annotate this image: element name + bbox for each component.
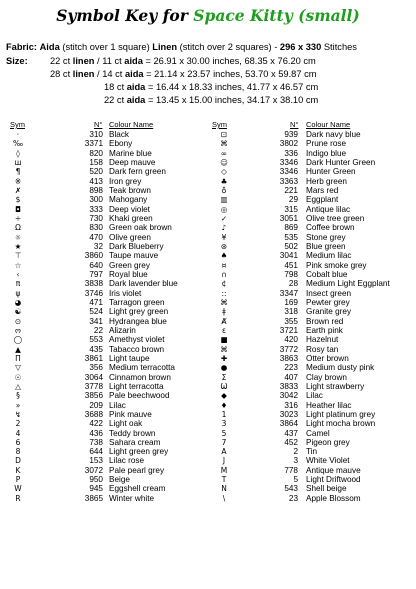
colour-name: Otter brown [306,353,349,363]
colour-name: Deep violet [109,204,150,214]
symbol: ¤ [221,260,227,270]
symbol: N [221,484,227,494]
colour-name: Apple Blossom [306,493,361,503]
thread-number: 341 [89,316,103,326]
symbol: A [221,447,227,457]
thread-number: 3746 [84,288,103,298]
thread-number: 316 [284,400,298,410]
symbol: T [221,475,227,485]
thread-number: 221 [284,185,298,195]
symbol: \ [222,493,226,503]
colour-name: Dark Blueberry [109,241,164,251]
symbol: ◯ [13,335,23,345]
colour-name: Pink smoke grey [306,260,367,270]
colour-name: Indigo blue [306,148,347,158]
thread-number: 3778 [84,381,103,391]
fabric-linen: Linen [152,42,178,52]
colour-name: Coffee brown [306,223,355,233]
thread-number: 310 [89,130,103,139]
thread-number: 209 [89,400,103,410]
colour-name: Medium terracotta [109,363,175,373]
colour-name: Winter white [109,493,155,503]
thread-number: 520 [89,167,103,177]
symbol: ⌘ [220,297,228,307]
thread-number: 3023 [279,409,298,419]
colour-name: Blue green [306,241,346,251]
symbol: ✓ [220,213,228,223]
colour-name: Light platinum grey [306,409,376,419]
symbol: W [14,484,22,494]
colour-name: Hunter Green [306,167,356,177]
thread-number: 950 [89,475,103,485]
symbol: ψ [15,288,21,298]
thread-number: 3064 [84,372,103,382]
size-line: 22 ct linen / 11 ct aida = 26.91 x 30.00 inches, 68.35 x 76.20 cm [50,56,316,66]
colour-name: Dark lavender blue [109,279,178,289]
colour-name: Pale pearl grey [109,465,165,475]
colour-name: Tin [306,447,318,457]
colour-name: Stone grey [306,232,346,242]
colour-name: Alizarin [109,325,136,335]
thread-number: 407 [284,372,298,382]
colour-name: Pigeon grey [306,437,350,447]
symbol: ✚ [220,353,228,363]
symbol: ☼ [14,232,22,242]
colour-name: Iris violet [109,288,142,298]
colour-name: Eggplant [306,195,339,205]
thread-number: 3041 [279,251,298,261]
thread-number: 898 [89,185,103,195]
thread-number: 797 [89,269,103,279]
fabric-linen-note: (stitch over 2 squares) - [179,42,278,52]
size-line: 22 ct aida = 13.45 x 15.00 inches, 34.17 x 38.10 cm [104,95,319,105]
symbol: ♪ [221,223,227,233]
colour-name: Hydrangea blue [109,316,167,326]
colour-name: Pale beechwood [109,391,170,401]
symbol: ¥ [221,232,227,242]
thread-number: 778 [284,465,298,475]
thread-number: 223 [284,363,298,373]
size-line: 18 ct aida = 16.44 x 18.33 inches, 41.77 x 46.57 cm [104,82,319,92]
fabric-line [6,42,357,52]
symbol: Ω [15,223,21,233]
thread-number: 502 [284,241,298,251]
thread-number: 471 [89,297,103,307]
thread-number: 869 [284,223,298,233]
colour-name: Camel [306,428,330,438]
page-title [0,6,416,25]
colour-name: Light taupe [109,353,150,363]
symbol: 7 [221,437,227,447]
symbol: $ [15,195,21,205]
title-prefix: Symbol Key for [56,6,188,25]
symbol: ♁ [221,185,227,195]
colour-name: Pink mauve [109,409,152,419]
thread-number: 3863 [279,353,298,363]
thread-number: 3865 [84,493,103,503]
colour-name: Shell beige [306,484,347,494]
thread-number: 640 [89,260,103,270]
colour-name: Taupe mauve [109,251,159,261]
thread-number: 738 [89,437,103,447]
colour-name: Sahara cream [109,437,161,447]
colour-name: Prune rose [306,139,347,149]
symbol: 3 [221,419,227,429]
symbol: ◘ [15,204,21,214]
colour-name: Granite grey [306,307,352,317]
symbol: ▲ [15,344,21,354]
symbol: ◎ [220,204,228,214]
symbol: ⊤ [14,251,22,261]
symbol: Ⱥ [221,316,227,326]
thread-number: 5 [293,475,298,485]
colour-name: Light strawberry [306,381,365,391]
thread-number: 3856 [84,391,103,401]
thread-number: 830 [89,223,103,233]
thread-number: 3051 [279,213,298,223]
colour-name: Green grey [109,260,150,270]
symbol: ⊙ [14,316,22,326]
thread-number: 3 [293,456,298,466]
thread-number: 945 [89,484,103,494]
thread-number: 535 [284,232,298,242]
colour-name: Antique lilac [306,204,351,214]
symbol: ◕ [14,297,22,307]
thread-number: 435 [89,344,103,354]
thread-number: 22 [93,325,103,335]
colour-name: Light Driftwood [306,475,361,485]
colour-name: Light terracotta [109,381,164,391]
thread-number: 470 [89,232,103,242]
symbol: ε [221,325,227,335]
colour-name: Teddy brown [109,428,156,438]
thread-number: 3347 [279,288,298,298]
colour-name: Light grey green [109,307,169,317]
symbol: ǂ [222,307,226,317]
colour-name: Dark Hunter Green [306,157,376,167]
symbol: △ [15,381,21,391]
thread-number: 158 [89,157,103,167]
symbol: 2 [15,419,21,429]
thread-number: 355 [284,316,298,326]
colour-name: Green oak brown [109,223,172,233]
thread-number: 3802 [279,139,298,149]
thread-number: 420 [284,335,298,345]
colour-name: Amethyst violet [109,335,165,345]
colour-name: Antique mauve [306,465,361,475]
symbol: ● [220,363,228,373]
colour-name: Medium lilac [306,251,352,261]
symbol: ⊡ [220,130,228,139]
symbol: Ѡ [220,381,228,391]
thread-number: 422 [89,419,103,429]
thread-number: 3838 [84,279,103,289]
colour-name: Mars red [306,185,339,195]
symbol: ш [14,157,22,167]
symbol: ‰ [12,139,24,149]
thread-number: 730 [89,213,103,223]
symbol: ¶ [15,167,21,177]
symbol: ↯ [14,409,22,419]
symbol: Σ [221,372,227,382]
symbol: 4 [15,428,21,438]
thread-number: 436 [89,428,103,438]
symbol: π [15,279,21,289]
colour-name: Olive green [109,232,151,242]
symbol: ∩ [221,269,227,279]
thread-number: 318 [284,307,298,317]
thread-number: 3346 [279,167,298,177]
symbol: ¢ [221,279,227,289]
colour-name: White Violet [306,456,350,466]
stitches-word: Stitches [323,42,357,52]
symbol: § [16,391,20,401]
colour-name: Dark navy blue [306,130,361,139]
symbol: 6 [15,437,21,447]
size-line: 28 ct linen / 14 ct aida = 21.14 x 23.57 inches, 53.70 x 59.87 cm [50,69,317,79]
colour-name: Deep mauve [109,157,156,167]
symbol: · [16,130,20,139]
symbol: 1 [221,409,227,419]
thread-number: 413 [89,176,103,186]
symbol: ▥ [220,195,228,205]
thread-number: 336 [284,148,298,158]
colour-name: Light green grey [109,447,169,457]
symbol: ÷ [14,213,22,223]
colour-name: Clay brown [306,372,347,382]
symbol: ◆ [221,391,227,401]
colour-name: Herb green [306,176,347,186]
colour-name: Mahogany [109,195,148,205]
colour-name: Brown red [306,316,344,326]
colour-name: Black [109,130,130,139]
header-colour-name: Colour Name [109,120,154,129]
thread-number: 798 [284,269,298,279]
fabric-aida-note: (stitch over 1 square) [62,42,150,52]
symbol: ♣ [220,176,228,186]
thread-number: 3346 [279,157,298,167]
colour-name: Heather lilac [306,400,352,410]
symbol: ◇ [221,167,227,177]
colour-name: Pewter grey [306,297,350,307]
colour-name: Light oak [109,419,143,429]
symbol: ო [15,325,21,335]
colour-name: Cobalt blue [306,269,348,279]
thread-number: 3772 [279,344,298,354]
header-sym: Sym [10,120,25,129]
symbol: 8 [15,447,21,457]
thread-number: 3833 [279,381,298,391]
symbol: R [15,493,21,503]
thread-number: 300 [89,195,103,205]
symbol: ★ [14,241,22,251]
colour-name: Light mocha brown [306,419,376,429]
thread-number: 315 [284,204,298,214]
header-num: N° [290,120,299,129]
colour-name: Olive tree green [306,213,365,223]
symbol: ☯ [14,307,22,317]
symbol: 5 [221,428,227,438]
thread-number: 3371 [84,139,103,149]
colour-name: Beige [109,475,130,485]
symbol: ※ [14,176,22,186]
colour-name: Dark fern green [109,167,166,177]
thread-number: 356 [89,363,103,373]
colour-name: Insect green [306,288,352,298]
thread-number: 3072 [84,465,103,475]
thread-number: 333 [89,204,103,214]
thread-number: 524 [89,307,103,317]
thread-number: 939 [284,130,298,139]
colour-name: Hazelnut [306,335,339,345]
colour-name: Tarragon green [109,297,165,307]
colour-name: Teak brown [109,185,151,195]
thread-number: 2 [293,447,298,457]
thread-number: 23 [288,493,298,503]
symbol: ☺ [220,157,228,167]
symbol: » [15,400,21,410]
fabric-aida: Aida [39,42,60,52]
thread-number: 3864 [279,419,298,429]
symbol: ☆ [14,260,22,270]
header-sym: Sym [212,120,227,129]
colour-name: Royal blue [109,269,148,279]
symbol: D [15,456,21,466]
pattern-name: Space Kitty (small) [193,6,360,25]
thread-number: 169 [284,297,298,307]
stitch-count: 296 x 330 [279,42,322,52]
size-label: Size: [6,56,28,66]
symbol: ☉ [14,372,22,382]
symbol: ◊ [16,148,20,158]
fabric-label: Fabric: [6,42,37,52]
thread-number: 3363 [279,176,298,186]
colour-name: Ebony [109,139,133,149]
header-colour-name: Colour Name [306,120,351,129]
thread-number: 3861 [84,353,103,363]
thread-number: 452 [284,437,298,447]
colour-name: Iron grey [109,176,142,186]
thread-number: 3042 [279,391,298,401]
thread-number: 153 [89,456,103,466]
symbol: ‹ [16,269,20,279]
colour-name: Rosy tan [306,344,339,354]
symbol: J [222,456,226,466]
thread-number: 451 [284,260,298,270]
colour-name: Medium dusty pink [306,363,375,373]
colour-name: Earth pink [306,325,343,335]
header-num: N° [94,120,103,129]
colour-name: Lilac [306,391,323,401]
symbol: ∞ [220,148,228,158]
symbol: ✗ [14,185,22,195]
thread-number: 644 [89,447,103,457]
colour-name: Medium Light Eggplant [306,279,390,289]
thread-number: 32 [93,241,103,251]
symbol: P [15,475,21,485]
colour-name: Eggshell cream [109,484,166,494]
symbol: Π [15,353,21,363]
colour-name: Cinnamon brown [109,372,171,382]
colour-name: Khaki green [109,213,153,223]
thread-number: 820 [89,148,103,158]
symbol: ♦ [220,400,228,410]
symbol: ▽ [15,363,21,373]
thread-number: 28 [288,279,298,289]
symbol: K [15,465,21,475]
colour-name: Marine blue [109,148,152,158]
symbol: ⌘ [220,139,228,149]
thread-number: 3860 [84,251,103,261]
symbol: :: [221,288,227,298]
symbol: ⊛ [220,241,228,251]
thread-number: 29 [288,195,298,205]
symbol: ♠ [220,251,228,261]
thread-number: 437 [284,428,298,438]
symbol: ⌘ [220,344,228,354]
colour-name: Lilac rose [109,456,145,466]
thread-number: 3721 [279,325,298,335]
thread-number: 3688 [84,409,103,419]
thread-number: 553 [89,335,103,345]
symbol: M [220,465,228,475]
thread-number: 543 [284,484,298,494]
symbol: ■ [220,335,228,345]
colour-name: Lilac [109,400,126,410]
colour-name: Tabacco brown [109,344,165,354]
